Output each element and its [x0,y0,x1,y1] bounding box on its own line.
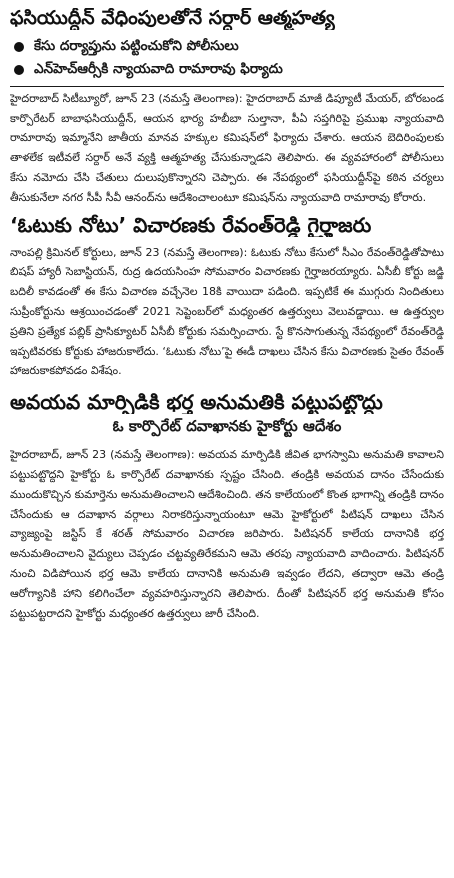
article-headline: అవయవ మార్పిడికి భర్త అనుమతికి పట్టుపట్టొద్దు [10,391,383,415]
article-vote-for-note [10,208,444,382]
article-organ-transplant [10,381,444,623]
divider [10,86,444,87]
bullet-text: ఎన్‌హెచ్‌ఆర్సీకి న్యాయవాది రామారావు ఫిర్యాదు [34,60,283,77]
article-subheadline: ఓ కార్పొరేట్‌ దవాఖానకు హైకోర్టు ఆదేశం [112,417,342,436]
bullet-item [14,38,444,57]
article-headline: ఫసియుద్దీన్‌ వేధింపులతోనే సర్దార్‌ ఆత్మహత్య [10,8,335,29]
bullet-icon [14,65,24,75]
bullet-text: కేసు దర్యాప్తును పట్టించుకోని పోలీసులు [34,37,239,54]
article-body: నాంపల్లి క్రిమినల్‌ కోర్టులు, జూన్‌ 23 (నమస్తే తెలంగాణ): ఓటుకు నోటు కేసులో సీఎం రేవంత్‌రెడ్డితోపాటు బిషప్‌ హ్యారీ సెబాస్టియన్‌, రుద్ర ఉదయసింహ సోమవారం విచారణకు గైర్హాజరయ్యారు. ఏసీబీ కోర్టు జడ్జి బదిలీ కావడంతో ఈ కేసు విచారణ వచ్చేనెల 18కి వాయిదా పడింది. ఇప్పటికే ఈ ముగ్గురు నిందితులు సుప్రీంకోర్టును ఆశ్రయించడంతో 2021 సెప్టెంబర్‌లో మధ్యంతర ఉత్తర్వులు వెలువడ్డాయి. ఆ ఉత్తర్వుల ప్రతిని ప్రత్యేక పబ్లిక్‌ ప్రాసిక్యూటర్‌ ఏసీబీ కోర్టుకు సమర్పించారు. స్టే కొనసాగుతున్న నేపథ్యంలో రేవంత్‌రెడ్డి ఇప్పటివరకు కోర్టుకు హాజరుకాలేదు. ‘ఓటుకు నోటు’పై ఈడీ దాఖలు చేసిన కేసు విచారణకు సైతం రేవంత్‌ హాజరుకాకపోవడం విశేషం. [10,245,444,378]
bullet-icon [14,42,24,52]
article-body: హైదరాబాద్‌, జూన్‌ 23 (నమస్తే తెలంగాణ): అవయవ మార్పిడికి జీవిత భాగస్వామి అనుమతి కావాలని పట్టుపట్టొద్దని హైకోర్టు ఓ కార్పొరేట్‌ దవాఖానకు స్పష్టం చేసింది. తండ్రికి అవయవ దానం చేసేందుకు ముందుకొచ్చిన కుమార్తెను అనుమతించాలని ఆదేశించింది. తన కాలేయంలో కొంత భాగాన్ని తండ్రికి దానం చేసేందుకు ఆ దవాఖాన వర్గాలు నిరాకరిస్తున్నాయంటూ ఆమె హైకోర్టులో పిటిషన్‌ దాఖలు చేసిన వ్యాజ్యంపై జస్టిస్‌ కే శరత్‌ సోమవారం విచారణ జరిపారు. పిటిషనర్‌ కాలేయ దానానికి భర్త అనుమతించాలని వైద్యులు చెప్పడం చట్టవ్యతిరేకమని ఆమె తరపు న్యాయవాది వాదించారు. పిటిషనర్‌ నుంచి విడిపోయిన భర్త ఆమె కాలేయ దానానికి అనుమతి ఇవ్వడం లేదని, తద్వారా ఆమె తండ్రి ఆరోగ్యానికి హాని కలిగించేలా వ్యవహరిస్తున్నారని తెలిపారు. దీంతో పిటిషనర్‌ భర్త అనుమతి కోసం పట్టుపట్టరాదని హైకోర్టు మధ్యంతర ఉత్తర్వులు జారీ చేసింది. [10,448,444,620]
article-headline: ‘ఓటుకు నోటు’ విచారణకు రేవంత్‌రెడ్డి గైర్హాజరు [10,213,372,237]
article-body: హైదరాబాద్‌ సిటీబ్యూరో, జూన్‌ 23 (నమస్తే తెలంగాణ): హైదరాబాద్‌ మాజీ డిప్యూటీ మేయర్‌, బోరబండ కార్పొరేటర్‌ బాబాఫసియుద్దీన్‌, ఆయన భార్య హబీబా సుల్తానా, పీఏ సప్తగిరిపై ప్రముఖ న్యాయవాది రామారావు ఇమ్మానేని జాతీయ మానవ హక్కుల కమిషన్‌లో ఫిర్యాదు చేశారు. ఆయన బెదిరింపులకు తాళలేక ఇటీవలే సర్దార్‌ అనే వ్యక్తి ఆత్మహత్య చేసుకున్నాడని తెలిపారు. ఈ వ్యవహారంలో పోలీసులు కేసు నమోదు చేసి చేతులు దులుపుకొన్నారని చెప్పారు. ఈ నేపథ్యంలో ఫసియుద్దీన్‌పై కఠిన చర్యలు తీసుకునేలా నగర సీపీ సీవీ ఆనంద్‌ను ఆదేశించాలంటూ కమిషన్‌ను న్యాయవాది రామారావు కోరారు. [10,91,444,204]
bullet-item [14,61,444,80]
article-fasiuddin [10,8,444,208]
